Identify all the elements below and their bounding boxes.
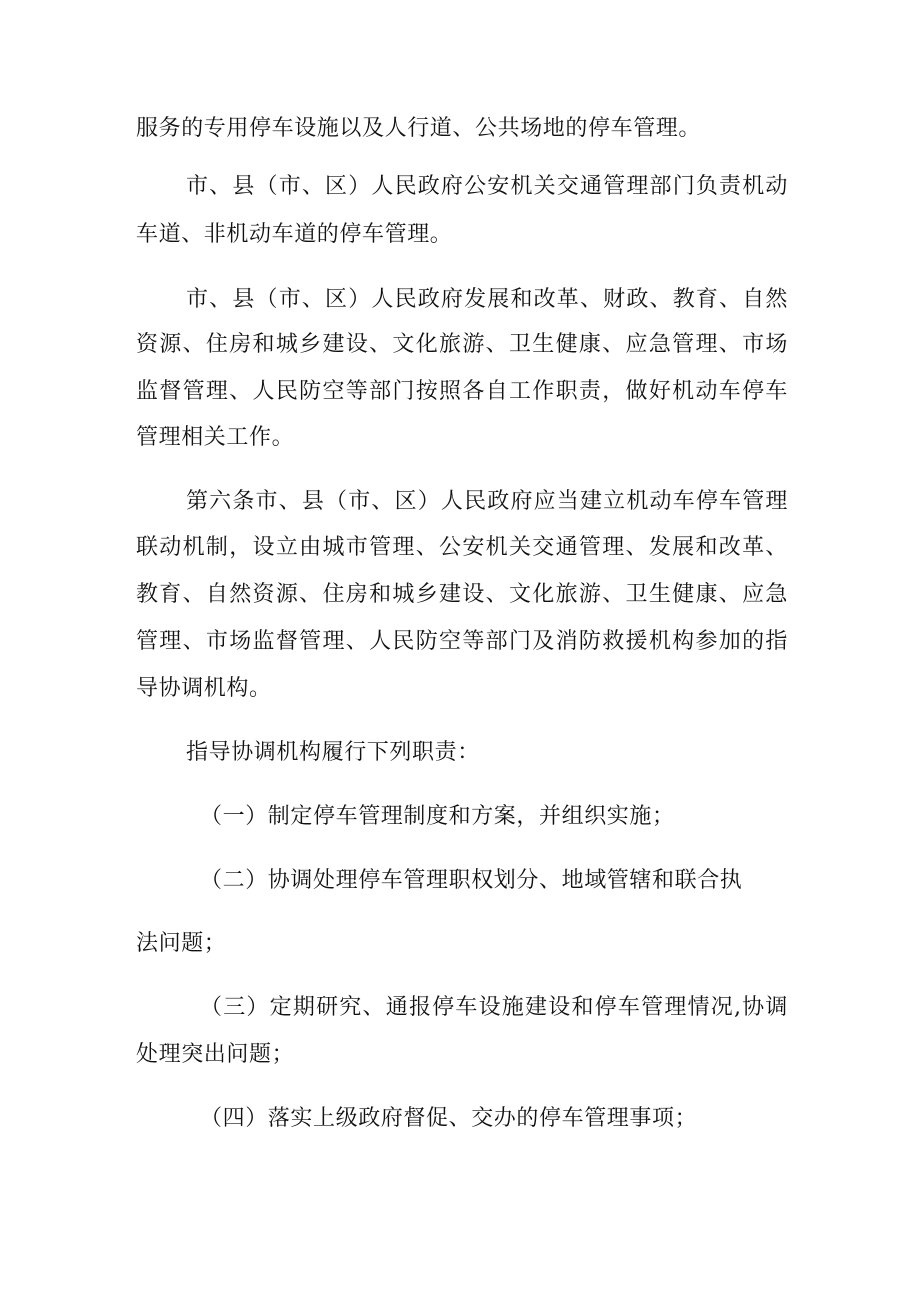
list-item: （四）落实上级政府督促、交办的停车管理事项； [200,1106,698,1131]
list-item: （二）协调处理停车管理职权划分、地域管辖和联合执 [200,868,743,893]
paragraph-line: 资源、住房和城乡建设、文化旅游、卫生健康、应急管理、市场 [136,332,788,357]
paragraph-line: 管理相关工作。 [136,425,295,450]
paragraph-line: 监督管理、人民防空等部门按照各自工作职责，做好机动车停车 [136,379,788,404]
paragraph-line: 市、县（市、区）人民政府公安机关交通管理部门负责机动 [186,174,788,199]
paragraph-line: 导协调机构。 [136,676,272,701]
paragraph-line: 联动机制，设立由城市管理、公安机关交通管理、发展和改革、 [136,535,788,560]
list-item: （三）定期研究、通报停车设施建设和停车管理情况,协调 [200,995,788,1020]
paragraph-line: 车道、非机动车道的停车管理。 [136,222,453,247]
paragraph-line: 服务的专用停车设施以及人行道、公共场地的停车管理。 [136,116,702,141]
paragraph-line: 市、县（市、区）人民政府发展和改革、财政、教育、自然 [186,287,788,312]
article-line: 第六条市、县（市、区）人民政府应当建立机动车停车管理 [186,489,788,514]
list-item-continuation: 法问题； [136,931,227,956]
paragraph-line: 教育、自然资源、住房和城乡建设、文化旅游、卫生健康、应急 [136,582,788,607]
list-item: （一）制定停车管理制度和方案，并组织实施； [200,804,675,829]
list-item-continuation: 处理突出问题； [136,1042,295,1067]
paragraph-line: 指导协调机构履行下列职责： [186,740,480,765]
paragraph-line: 管理、市场监督管理、人民防空等部门及消防救援机构参加的指 [136,629,788,654]
